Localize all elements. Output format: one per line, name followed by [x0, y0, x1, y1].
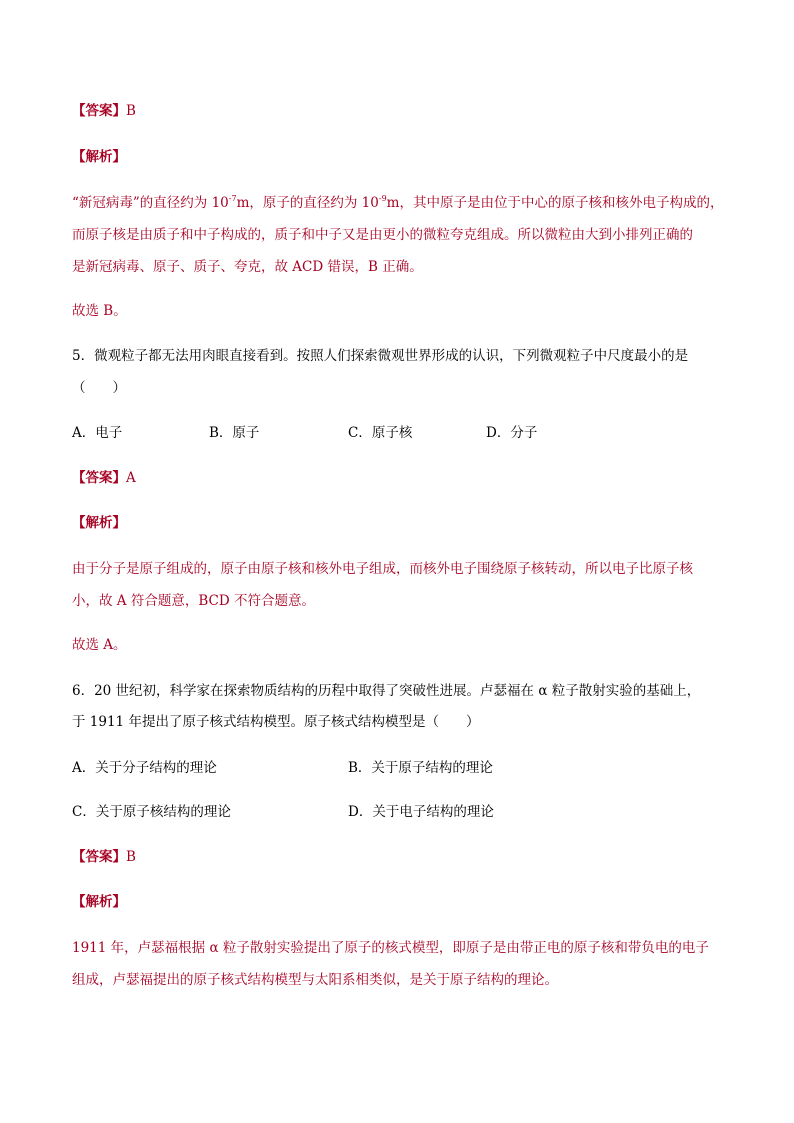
conclusion: 故选 A。 [72, 637, 127, 653]
explanation-line: 是新冠病毒、原子、质子、夸克，故 ACD 错误，B 正确。 [72, 259, 423, 275]
option-a: A．电子 [72, 425, 123, 441]
answer-value: B [126, 103, 136, 119]
explanation-line: 而原子核是由质子和中子构成的，质子和中子又是由更小的微粒夸克组成。所以微粒由大到小排列正确的 [72, 227, 693, 243]
option-a: A．关于分子结构的理论 [72, 760, 217, 776]
analysis-tag-q4: 【解析】 [72, 149, 126, 165]
answer-tag: 【答案】 [72, 849, 126, 865]
answer-tag: 【答案】 [72, 103, 126, 119]
answer-line-q5 [72, 469, 136, 487]
explanation-line: 1911 年，卢瑟福根据 α 粒子散射实验提出了原子的核式模型，即原子是由带正电的原子核和带负电的电子 [72, 940, 709, 956]
answer-tag: 【答案】 [72, 470, 126, 486]
question-stem-q6: 于 1911 年提出了原子核式结构模型。原子核式结构模型是（ ） [72, 714, 480, 730]
option-c: C．原子核 [348, 425, 413, 441]
question-stem-q6: 6．20 世纪初，科学家在探索物质结构的历程中取得了突破性进展。卢瑟福在 α 粒子散射实验的基础上， [72, 683, 701, 699]
question-stem-q5: （ ） [72, 380, 126, 396]
conclusion: 故选 B。 [72, 303, 127, 319]
answer-value: A [126, 470, 136, 486]
option-b: B．关于原子结构的理论 [348, 760, 493, 776]
answer-value: B [126, 849, 136, 865]
answer-line-q6 [72, 848, 136, 866]
option-c: C．关于原子核结构的理论 [72, 804, 231, 820]
analysis-tag-q6: 【解析】 [72, 894, 126, 910]
explanation-line: “新冠病毒”的直径约为 $10^{-7}m$，原子的直径约为 $10^{-9}m$，其中原子是由位于中心的原子核和核外电子构成的， [72, 194, 724, 211]
option-b: B．原子 [209, 425, 260, 441]
question-stem-q5: 5．微观粒子都无法用肉眼直接看到。按照人们探索微观世界形成的认识，下列微观粒子中尺度最小的是 [72, 348, 689, 364]
explanation-line: 小，故 A 符合题意，BCD 不符合题意。 [72, 593, 315, 609]
analysis-tag-q5: 【解析】 [72, 515, 126, 531]
explanation-line: 组成，卢瑟福提出的原子核式结构模型与太阳系相类似，是关于原子结构的理论。 [72, 972, 558, 988]
answer-line-q4 [72, 102, 136, 120]
explanation-line: 由于分子是原子组成的，原子由原子核和核外电子组成，而核外电子围绕原子核转动，所以电子比原子核 [72, 561, 693, 577]
option-d: D．分子 [486, 425, 538, 441]
option-d: D．关于电子结构的理论 [348, 804, 494, 820]
